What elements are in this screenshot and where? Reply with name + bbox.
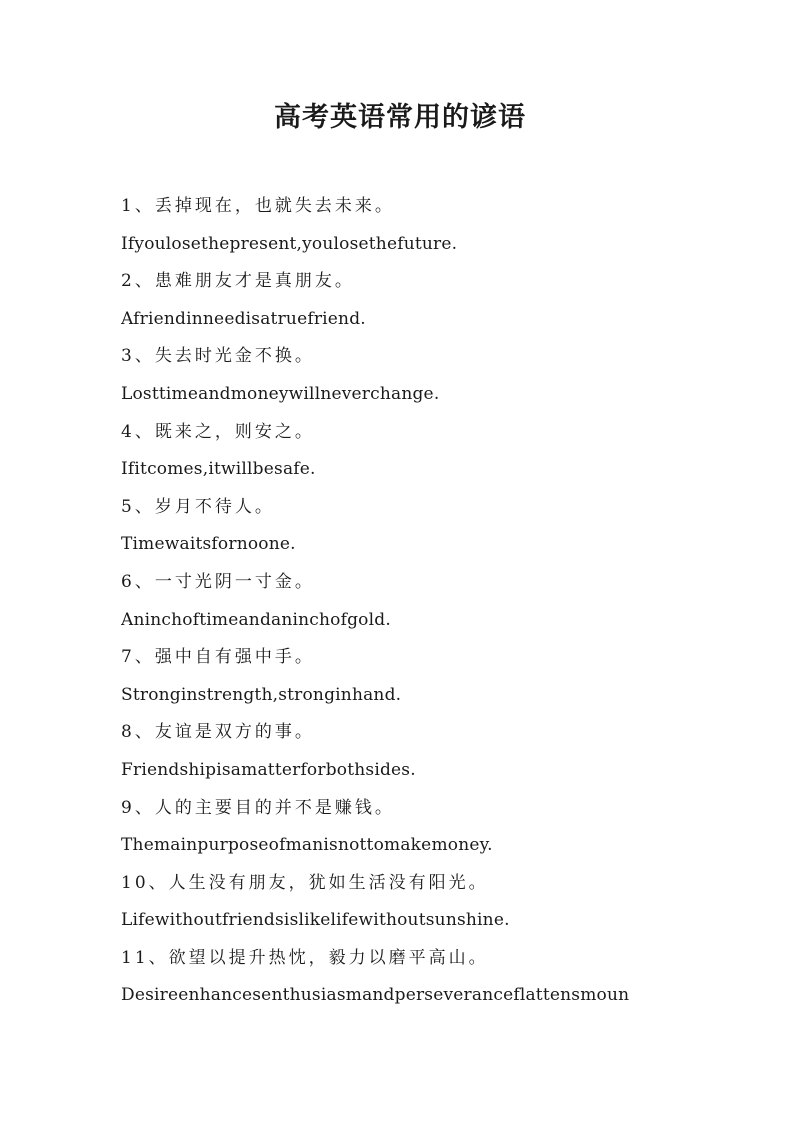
proverb-english: Afriendinneedisatruefriend. xyxy=(121,308,366,329)
proverb-chinese: 10、人生没有朋友，犹如生活没有阳光。 xyxy=(121,872,489,893)
proverb-list xyxy=(121,188,781,1015)
proverb-english: Losttimeandmoneywillneverchange. xyxy=(121,383,440,404)
proverb-chinese: 3、失去时光金不换。 xyxy=(121,346,315,367)
proverb-english: Themainpurposeofmanisnottomakemoney. xyxy=(121,835,493,856)
proverb-english: Desireenhancesenthusiasmandperseveranceflattensmoun xyxy=(121,985,630,1006)
proverb-chinese: 2、患难朋友才是真朋友。 xyxy=(121,271,355,292)
proverb-chinese: 4、既来之，则安之。 xyxy=(121,421,315,442)
proverb-english: Lifewithoutfriendsislikelifewithoutsunshine. xyxy=(121,910,510,931)
proverb-chinese: 11、欲望以提升热忱，毅力以磨平高山。 xyxy=(121,947,489,968)
proverb-english: Timewaitsfornoone. xyxy=(121,534,296,555)
proverb-chinese: 5、岁月不待人。 xyxy=(121,496,275,517)
proverb-chinese: 6、一寸光阴一寸金。 xyxy=(121,571,315,592)
document-title: 高考英语常用的谚语 xyxy=(274,102,526,133)
proverb-chinese: 9、人的主要目的并不是赚钱。 xyxy=(121,797,395,818)
proverb-english: Stronginstrength,stronginhand. xyxy=(121,684,402,705)
proverb-english: Ifyoulosethepresent,youlosethefuture. xyxy=(121,233,458,254)
proverb-english: Friendshipisamatterforbothsides. xyxy=(121,759,416,780)
proverb-english: Aninchoftimeandaninchofgold. xyxy=(121,609,391,630)
proverb-english: Ifitcomes,itwillbesafe. xyxy=(121,459,316,480)
proverb-chinese: 1、丢掉现在，也就失去未来。 xyxy=(121,196,395,216)
proverb-chinese: 7、强中自有强中手。 xyxy=(121,647,315,668)
proverb-chinese: 8、友谊是双方的事。 xyxy=(121,722,315,743)
